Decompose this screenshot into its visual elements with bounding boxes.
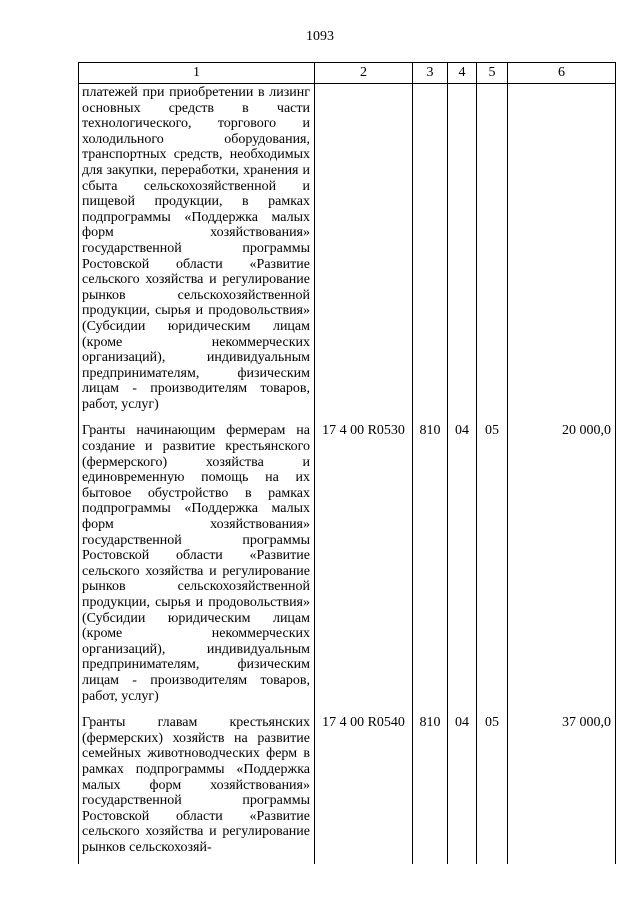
table-row [79, 84, 616, 421]
row-expense-type [413, 84, 448, 421]
row-description: Гранты начинающим фермерам на создание и развитие крестьянского (фермерского) хозяйства и единовременную помощь на их бытовое обустройство в рамках подпрограммы «Поддержка малых форм хозяйствования» государственной программы Ростовской области «Развитие сельского хозяйства и регулирование рынков сельскохозяйственной продукции, сырья и продовольствия» (Субсидии юридическим лицам (кроме некоммерческих организаций), индивидуальным предпринимателям, физическим лицам - производителям товаров, работ, услуг) [79, 420, 315, 712]
row-amount: 37 000,0 [508, 712, 616, 863]
row-expense-type: 810 [413, 712, 448, 863]
table-row [79, 712, 616, 863]
row-amount [508, 84, 616, 421]
row-amount: 20 000,0 [508, 420, 616, 712]
row-subsection: 05 [477, 712, 508, 863]
row-description: платежей при приобретении в лизинг основных средств в части технологического, торгового и холодильного оборудования, транспортных средств, необходимых для закупки, переработки, хранения и сбыта сельскохозяйственной и пищевой продукции, в рамках подпрограммы «Поддержка малых форм хозяйствования» государственной программы Ростовской области «Развитие сельского хозяйства и регулирование рынков сельскохозяйственной продукции, сырья и продовольствия» (Субсидии юридическим лицам (кроме некоммерческих организаций), индивидуальным предпринимателям, физическим лицам - производителям товаров, работ, услуг) [79, 84, 315, 421]
row-target-article: 17 4 00 R0530 [315, 420, 413, 712]
page-number: 1093 [306, 29, 334, 44]
column-header-row [79, 63, 616, 84]
column-header-4: 4 [448, 63, 477, 84]
row-subsection: 05 [477, 420, 508, 712]
row-section: 04 [448, 420, 477, 712]
column-header-5: 5 [477, 63, 508, 84]
row-target-article: 17 4 00 R0540 [315, 712, 413, 863]
column-header-6: 6 [508, 63, 616, 84]
row-expense-type: 810 [413, 420, 448, 712]
row-target-article [315, 84, 413, 421]
row-description: Гранты главам крестьянских (фермерских) хозяйств на развитие семейных животноводческих ферм в рамках подпрограммы «Поддержка малых форм хозяйствования» государственной программы Ростовской области «Развитие сельского хозяйства и регулирование рынков сельскохозяй- [79, 712, 315, 863]
column-header-1: 1 [79, 63, 315, 84]
column-header-3: 3 [413, 63, 448, 84]
row-section [448, 84, 477, 421]
row-subsection [477, 84, 508, 421]
table-row [79, 420, 616, 712]
row-section: 04 [448, 712, 477, 863]
budget-table [78, 62, 616, 864]
column-header-2: 2 [315, 63, 413, 84]
